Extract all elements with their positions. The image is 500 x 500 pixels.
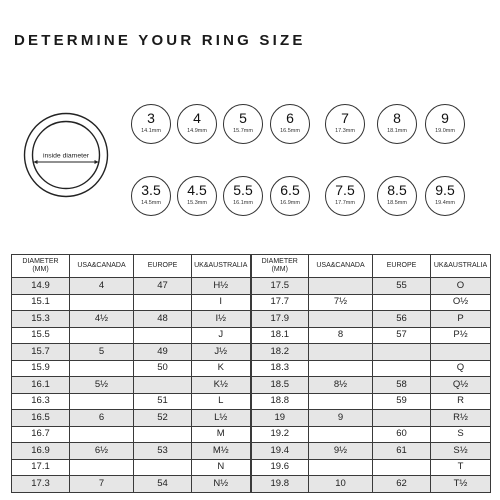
table-cell: 59 — [373, 393, 431, 410]
table-cell: S — [431, 426, 491, 443]
table-cell: 19.2 — [251, 426, 309, 443]
table-row — [12, 410, 491, 427]
table-row — [12, 311, 491, 328]
table-cell: 17.1 — [12, 459, 70, 476]
table-cell — [70, 426, 134, 443]
table-header-cell: UK&AUSTRALIA — [431, 255, 491, 278]
table-cell: 5 — [70, 344, 134, 361]
table-header-cell: EUROPE — [134, 255, 192, 278]
table-cell: 17.7 — [251, 294, 309, 311]
table-cell: 53 — [134, 443, 192, 460]
ring-size-circle — [270, 104, 310, 144]
table-cell: 19.4 — [251, 443, 309, 460]
table-cell: 15.5 — [12, 327, 70, 344]
table-cell: 51 — [134, 393, 192, 410]
table-cell: 50 — [134, 360, 192, 377]
table-header-cell: UK&AUSTRALIA — [192, 255, 251, 278]
table-cell: 54 — [134, 476, 192, 493]
table-cell: 10 — [309, 476, 373, 493]
table-cell: 19.6 — [251, 459, 309, 476]
table-cell: S½ — [431, 443, 491, 460]
ring-size-number: 6 — [286, 110, 294, 126]
ring-size-number: 4.5 — [187, 182, 207, 198]
ring-size-circle — [223, 104, 263, 144]
table-cell: 18.1 — [251, 327, 309, 344]
ring-size-number: 6.5 — [280, 182, 300, 198]
table-cell: P — [431, 311, 491, 328]
ring-size-diameter: 18.5mm — [387, 200, 407, 206]
ring-size-circle — [131, 104, 171, 144]
ring-size-circle — [223, 176, 263, 216]
ring-size-diameter: 16.1mm — [233, 200, 253, 206]
ring-size-circle — [270, 176, 310, 216]
table-cell — [431, 344, 491, 361]
ring-size-number: 5.5 — [233, 182, 253, 198]
table-cell: 15.1 — [12, 294, 70, 311]
ring-size-number: 8 — [393, 110, 401, 126]
ring-size-circle — [325, 176, 365, 216]
table-header-row — [12, 255, 491, 278]
table-cell: 18.3 — [251, 360, 309, 377]
ring-size-number: 4 — [193, 110, 201, 126]
table-header-cell: USA&CANADA — [70, 255, 134, 278]
table-cell — [309, 278, 373, 295]
table-cell: I½ — [192, 311, 251, 328]
ring-size-number: 9.5 — [435, 182, 455, 198]
table-cell — [134, 377, 192, 394]
table-cell: 6 — [70, 410, 134, 427]
table-cell: 56 — [373, 311, 431, 328]
table-cell: 17.5 — [251, 278, 309, 295]
table-cell: H½ — [192, 278, 251, 295]
table-cell: 14.9 — [12, 278, 70, 295]
table-cell — [134, 426, 192, 443]
table-cell: 18.2 — [251, 344, 309, 361]
table-row — [12, 459, 491, 476]
table-cell: Q½ — [431, 377, 491, 394]
ring-size-circle — [377, 104, 417, 144]
table-cell — [309, 459, 373, 476]
table-cell: 18.5 — [251, 377, 309, 394]
table-cell — [70, 459, 134, 476]
table-cell: 61 — [373, 443, 431, 460]
table-row — [12, 278, 491, 295]
table-cell: P½ — [431, 327, 491, 344]
table-cell: O — [431, 278, 491, 295]
table-cell — [134, 459, 192, 476]
ring-diagram — [23, 112, 109, 198]
table-cell: 16.9 — [12, 443, 70, 460]
size-conversion-table — [11, 254, 491, 493]
ring-size-number: 8.5 — [387, 182, 407, 198]
table-cell: 15.3 — [12, 311, 70, 328]
table-cell — [373, 344, 431, 361]
table-cell — [373, 459, 431, 476]
table-row — [12, 393, 491, 410]
table-cell: 8½ — [309, 377, 373, 394]
table-cell — [309, 393, 373, 410]
table-cell: 9 — [309, 410, 373, 427]
ring-size-circle — [177, 104, 217, 144]
table-row — [12, 426, 491, 443]
table-cell: 17.9 — [251, 311, 309, 328]
table-cell — [373, 410, 431, 427]
table-cell: 15.7 — [12, 344, 70, 361]
table-header-cell: DIAMETER (MM) — [12, 255, 70, 278]
ring-size-circle — [377, 176, 417, 216]
table-cell: R½ — [431, 410, 491, 427]
ring-size-diameter: 15.3mm — [187, 200, 207, 206]
table-cell: 8 — [309, 327, 373, 344]
table-row — [12, 327, 491, 344]
table-cell: 19.8 — [251, 476, 309, 493]
table-cell: N½ — [192, 476, 251, 493]
table-row — [12, 294, 491, 311]
ring-size-diameter: 16.5mm — [280, 128, 300, 134]
table-cell: 4½ — [70, 311, 134, 328]
ring-size-number: 7 — [341, 110, 349, 126]
table-row — [12, 344, 491, 361]
ring-size-diameter: 14.5mm — [141, 200, 161, 206]
table-cell — [373, 360, 431, 377]
table-cell: 60 — [373, 426, 431, 443]
table-cell: 5½ — [70, 377, 134, 394]
table-cell: 4 — [70, 278, 134, 295]
table-header-cell: DIAMETER (MM) — [251, 255, 309, 278]
table-cell — [309, 344, 373, 361]
ring-size-diameter: 14.1mm — [141, 128, 161, 134]
table-cell — [70, 327, 134, 344]
table-cell: 19 — [251, 410, 309, 427]
table-cell: 16.1 — [12, 377, 70, 394]
table-cell: 16.3 — [12, 393, 70, 410]
ring-size-number: 3.5 — [141, 182, 161, 198]
table-cell — [309, 360, 373, 377]
table-cell: 9½ — [309, 443, 373, 460]
table-cell: 15.9 — [12, 360, 70, 377]
table-cell: 6½ — [70, 443, 134, 460]
ring-size-circle — [131, 176, 171, 216]
table-cell: J½ — [192, 344, 251, 361]
size-conversion-table-wrap — [11, 254, 490, 493]
ring-size-number: 7.5 — [335, 182, 355, 198]
table-cell: 48 — [134, 311, 192, 328]
ring-size-circle — [425, 104, 465, 144]
table-cell: N — [192, 459, 251, 476]
table-cell: O½ — [431, 294, 491, 311]
table-cell: 17.3 — [12, 476, 70, 493]
table-cell — [134, 327, 192, 344]
table-cell: M½ — [192, 443, 251, 460]
ring-size-diameter: 17.3mm — [335, 128, 355, 134]
table-cell: R — [431, 393, 491, 410]
page-title: DETERMINE YOUR RING SIZE — [14, 32, 306, 49]
ring-size-diameter: 16.9mm — [280, 200, 300, 206]
table-cell: I — [192, 294, 251, 311]
table-cell: 7½ — [309, 294, 373, 311]
ring-size-circle — [325, 104, 365, 144]
table-cell: 49 — [134, 344, 192, 361]
ring-size-diameter: 14.9mm — [187, 128, 207, 134]
table-cell: J — [192, 327, 251, 344]
table-cell — [309, 426, 373, 443]
table-cell — [134, 294, 192, 311]
table-cell: 16.7 — [12, 426, 70, 443]
table-cell — [309, 311, 373, 328]
table-cell: K — [192, 360, 251, 377]
table-cell: 58 — [373, 377, 431, 394]
table-cell: M — [192, 426, 251, 443]
table-cell: 47 — [134, 278, 192, 295]
table-cell: L½ — [192, 410, 251, 427]
table-cell — [70, 360, 134, 377]
inside-diameter-label: inside diameter — [42, 152, 90, 160]
ring-size-number: 9 — [441, 110, 449, 126]
table-cell: T — [431, 459, 491, 476]
table-cell: T½ — [431, 476, 491, 493]
ring-size-diameter: 17.7mm — [335, 200, 355, 206]
table-cell: 55 — [373, 278, 431, 295]
ring-size-number: 3 — [147, 110, 155, 126]
table-row — [12, 377, 491, 394]
table-cell: K½ — [192, 377, 251, 394]
table-cell: 62 — [373, 476, 431, 493]
table-cell: 52 — [134, 410, 192, 427]
table-cell: L — [192, 393, 251, 410]
table-cell: 7 — [70, 476, 134, 493]
table-row — [12, 443, 491, 460]
ring-size-diameter: 19.0mm — [435, 128, 455, 134]
table-cell — [373, 294, 431, 311]
ring-size-circle — [425, 176, 465, 216]
table-cell: 57 — [373, 327, 431, 344]
table-header-cell: EUROPE — [373, 255, 431, 278]
ring-size-number: 5 — [239, 110, 247, 126]
table-header-cell: USA&CANADA — [309, 255, 373, 278]
ring-size-diameter: 19.4mm — [435, 200, 455, 206]
table-cell — [70, 294, 134, 311]
table-cell: 16.5 — [12, 410, 70, 427]
table-cell — [70, 393, 134, 410]
table-row — [12, 476, 491, 493]
table-row — [12, 360, 491, 377]
ring-size-diameter: 18.1mm — [387, 128, 407, 134]
ring-size-diameter: 15.7mm — [233, 128, 253, 134]
table-cell: 18.8 — [251, 393, 309, 410]
table-cell: Q — [431, 360, 491, 377]
ring-size-circle — [177, 176, 217, 216]
